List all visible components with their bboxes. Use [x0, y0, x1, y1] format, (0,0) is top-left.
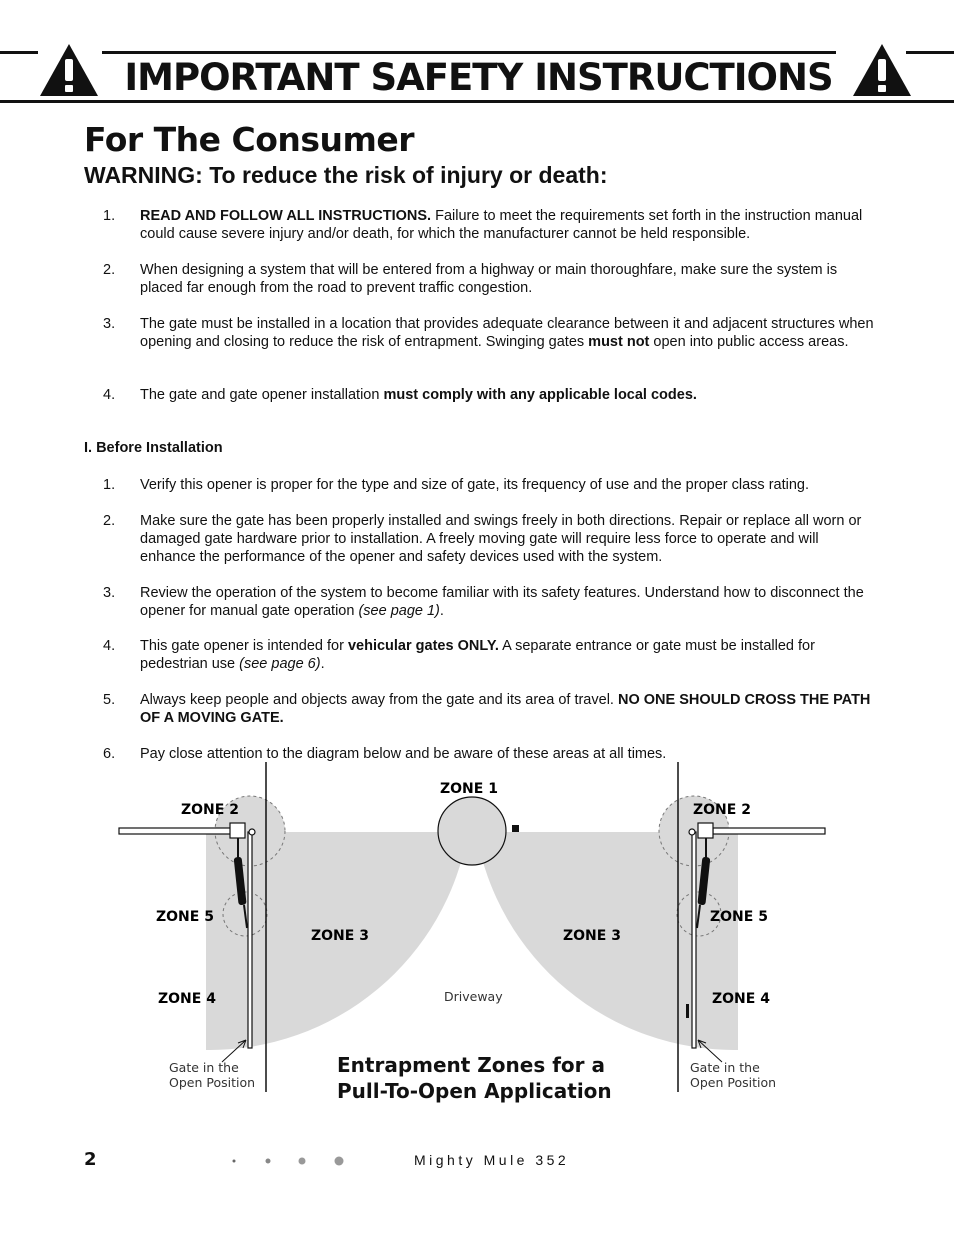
text-run: A separate entrance or gate must be installed for pedestrian use	[140, 638, 815, 672]
item-text	[140, 386, 875, 404]
text-run: Make sure the gate has been properly installed and swings freely in both directions. Repair or replace all worn or damaged gate hardware prior to installation. A freely moving gate will require less force to operate and will enhance the performance of the opener and safety devices used with the system.	[140, 513, 862, 565]
item-text	[140, 584, 875, 620]
bold-text: must comply with any applicable local codes.	[383, 387, 697, 403]
item-number: 4.	[103, 387, 116, 403]
bold-text: READ AND FOLLOW ALL INSTRUCTIONS.	[140, 208, 432, 224]
warning-triangle-icon	[38, 42, 100, 98]
gate-leaf-right	[692, 832, 696, 1048]
page-heading: For The Consumer	[84, 120, 415, 159]
caption-line: Entrapment Zones for a	[337, 1053, 605, 1077]
item-text	[140, 207, 875, 243]
text-run: Pay close attention to the diagram below and be aware of these areas at all times.	[140, 746, 667, 762]
item-number: 5.	[103, 692, 116, 708]
text-run: .	[320, 656, 325, 672]
gate-note-line: Gate in the	[169, 1060, 239, 1075]
post-left	[230, 823, 245, 838]
item-number: 2.	[103, 262, 116, 278]
gate-stop-center	[512, 825, 519, 832]
text-run: The gate must be installed in a location that provides adequate clearance between it and adjacent structures when opening and closing to reduce the risk of entrapment. Swinging gates	[140, 316, 874, 350]
product-name: Mighty Mule 352	[414, 1152, 570, 1168]
zone-3-left-label: ZONE 3	[311, 928, 369, 944]
page-number: 2	[84, 1149, 97, 1170]
fence-left	[119, 828, 231, 834]
banner-top-rule-far-left	[0, 51, 38, 54]
bold-text: must not	[588, 334, 650, 350]
footer-dots-ornament	[228, 1152, 348, 1168]
banner-title: IMPORTANT SAFETY INSTRUCTIONS	[124, 56, 833, 99]
italic-text: (see page 1)	[358, 603, 440, 619]
bold-text: vehicular gates ONLY.	[347, 638, 499, 654]
zone-3-right-label: ZONE 3	[563, 928, 621, 944]
hinge-right	[689, 829, 695, 835]
item-text	[140, 512, 875, 566]
diagram-caption	[337, 1052, 657, 1104]
zone-5-left-label: ZONE 5	[156, 909, 214, 925]
text-run: .	[439, 603, 444, 619]
gate-note-line: Gate in the	[690, 1060, 760, 1075]
text-run: Failure to meet the requirements set forth in the instruction manual could cause severe injury and/or death, for which the manufacturer cannot be held responsible.	[140, 208, 863, 242]
item-number: 3.	[103, 585, 116, 601]
hinge-left	[249, 829, 255, 835]
text-run: Always keep people and objects away from the gate and its area of travel.	[140, 692, 618, 708]
zone-2-left-label: ZONE 2	[181, 802, 239, 818]
gate-leaf-left	[248, 832, 252, 1048]
banner-top-rule-right	[906, 51, 954, 54]
zone-1-label: ZONE 1	[440, 781, 498, 797]
warning-triangle-icon	[851, 42, 913, 98]
item-text	[140, 315, 875, 351]
caption-line: Pull-To-Open Application	[337, 1079, 612, 1103]
driveway-label: Driveway	[444, 989, 503, 1004]
item-number: 2.	[103, 513, 116, 529]
item-text	[140, 637, 875, 673]
item-text	[140, 691, 875, 727]
item-number: 1.	[103, 477, 116, 493]
text-run: open into public access areas.	[649, 334, 849, 350]
text-run: Verify this opener is proper for the type and size of gate, its frequency of use and the proper class rating.	[140, 477, 809, 493]
gate-note-left	[169, 1060, 279, 1090]
item-text	[140, 476, 875, 494]
post-right	[698, 823, 713, 838]
text-run: When designing a system that will be entered from a highway or main thoroughfare, make sure the system is placed far enough from the road to prevent traffic congestion.	[140, 262, 838, 296]
bold-text: NO ONE SHOULD CROSS THE PATH OF A MOVING GATE.	[140, 692, 871, 726]
warning-subheading: WARNING: To reduce the risk of injury or death:	[84, 162, 608, 188]
zone-4-left-label: ZONE 4	[158, 991, 216, 1007]
zone-1-circle	[438, 797, 506, 865]
item-number: 6.	[103, 746, 116, 762]
item-text	[140, 261, 875, 297]
gate-stop-right	[686, 1004, 689, 1018]
italic-text: (see page 6)	[239, 656, 321, 672]
gate-note-line: Open Position	[690, 1075, 777, 1090]
section-title: I. Before Installation	[84, 440, 223, 456]
text-run: This gate opener is intended for	[140, 638, 348, 654]
zone-2-right-label: ZONE 2	[693, 802, 751, 818]
gate-note-line: Open Position	[169, 1075, 256, 1090]
item-number: 4.	[103, 638, 116, 654]
fence-right	[713, 828, 825, 834]
zone-4-right-label: ZONE 4	[712, 991, 770, 1007]
zone-5-right-label: ZONE 5	[710, 909, 768, 925]
text-run: The gate and gate opener installation	[140, 387, 384, 403]
gate-note-right	[690, 1060, 800, 1090]
text-run: Review the operation of the system to become familiar with its safety features. Understand how to disconnect the opener for manual gate operation	[140, 585, 864, 619]
item-number: 1.	[103, 208, 116, 224]
item-number: 3.	[103, 316, 116, 332]
